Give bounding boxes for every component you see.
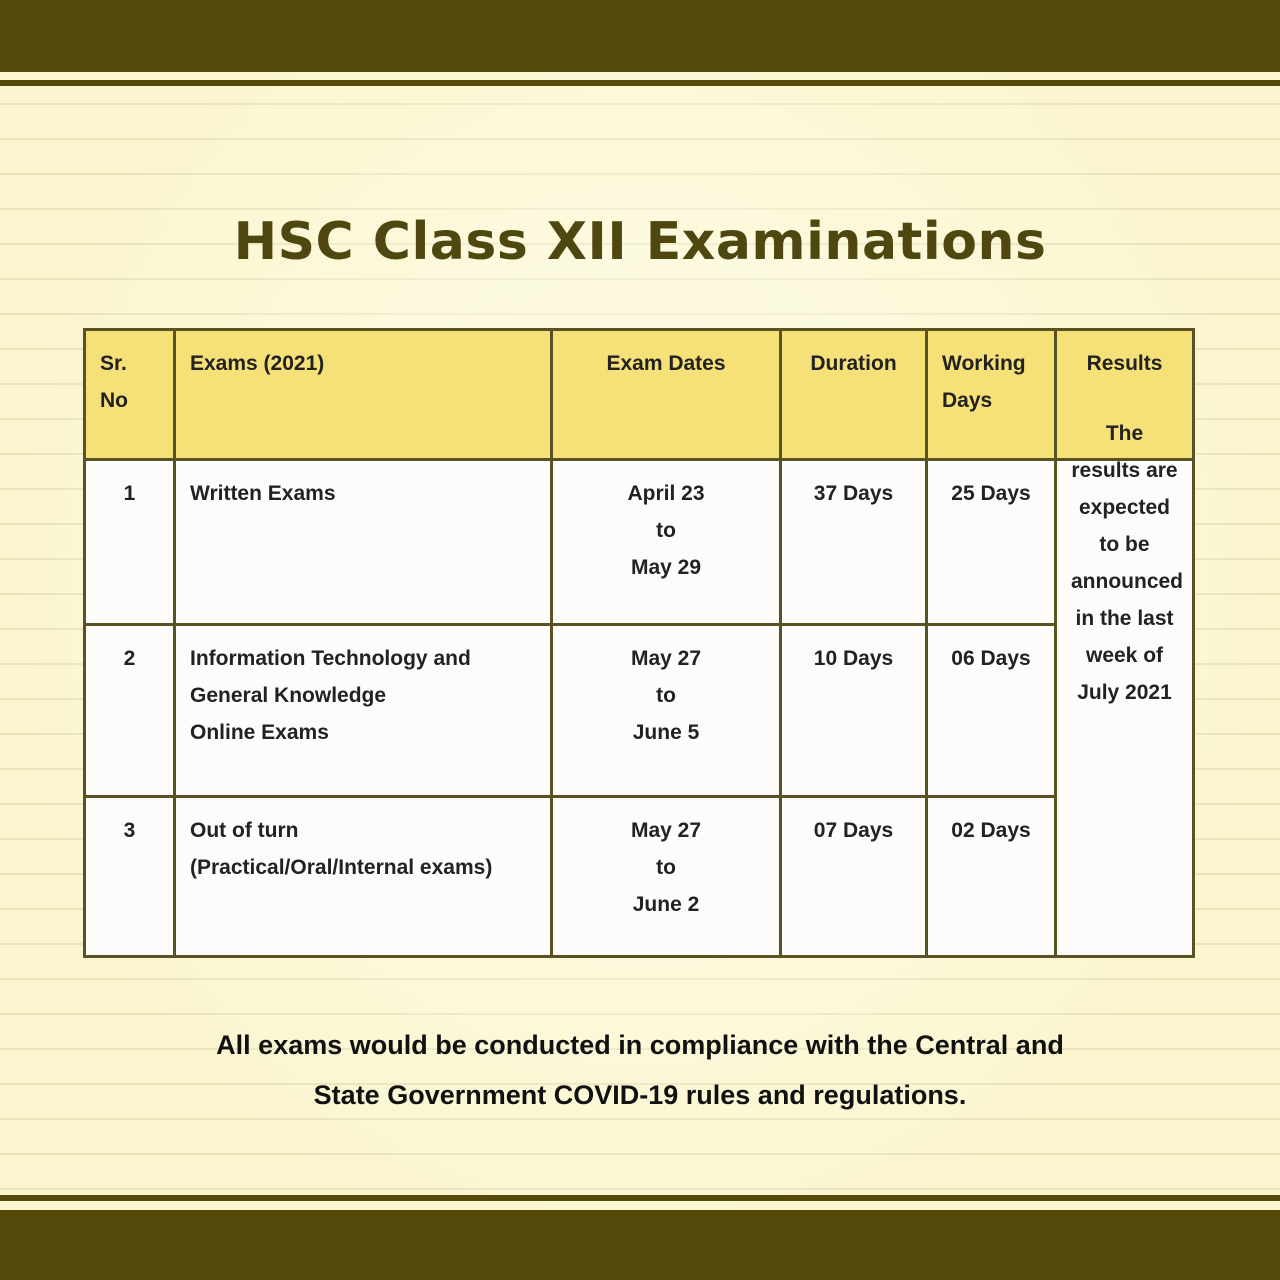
compliance-note bbox=[0, 1020, 1280, 1120]
duration-cell: 10 Days bbox=[781, 625, 927, 797]
results-note: The results are expected to be announced in the last week of July 2021 bbox=[1071, 422, 1184, 704]
table-header-row bbox=[85, 330, 1194, 460]
date-line: May 27 bbox=[630, 819, 702, 842]
duration-cell: 37 Days bbox=[781, 460, 927, 625]
date-line: to bbox=[656, 856, 676, 879]
sr-no-cell: 3 bbox=[85, 797, 175, 957]
date-line: May 29 bbox=[630, 556, 702, 579]
compliance-note-line: All exams would be conducted in compliance with the Central and bbox=[216, 1030, 1064, 1060]
bottom-rule bbox=[0, 1195, 1280, 1201]
date-line: to bbox=[656, 519, 676, 542]
date-line: April 23 bbox=[627, 482, 705, 505]
header-working-days: Working Days bbox=[927, 330, 1056, 460]
exam-name-line: (Practical/Oral/Internal exams) bbox=[190, 856, 493, 879]
table-row bbox=[85, 797, 1194, 957]
bottom-band bbox=[0, 1210, 1280, 1280]
exam-name-line: General Knowledge bbox=[190, 684, 387, 707]
exam-dates-cell bbox=[552, 460, 781, 625]
exam-schedule-table bbox=[83, 328, 1195, 958]
exam-name-line: Out of turn bbox=[190, 819, 299, 842]
header-exam-dates: Exam Dates bbox=[552, 330, 781, 460]
date-line: June 5 bbox=[632, 721, 700, 744]
date-line: May 27 bbox=[630, 647, 702, 670]
exam-name-line: Written Exams bbox=[190, 482, 336, 505]
table-row bbox=[85, 460, 1194, 625]
exam-name-line: Online Exams bbox=[190, 721, 329, 744]
header-duration: Duration bbox=[781, 330, 927, 460]
top-band bbox=[0, 0, 1280, 72]
date-line: to bbox=[656, 684, 676, 707]
sr-no-cell: 1 bbox=[85, 460, 175, 625]
header-results: Results bbox=[1056, 330, 1194, 460]
duration-cell: 07 Days bbox=[781, 797, 927, 957]
exam-name-cell bbox=[175, 797, 552, 957]
working-days-cell: 06 Days bbox=[927, 625, 1056, 797]
working-days-cell: 02 Days bbox=[927, 797, 1056, 957]
date-line: June 2 bbox=[632, 893, 700, 916]
sr-no-cell: 2 bbox=[85, 625, 175, 797]
compliance-note-line: State Government COVID-19 rules and regulations. bbox=[313, 1080, 967, 1110]
header-sr-no: Sr. No bbox=[85, 330, 175, 460]
top-rule bbox=[0, 80, 1280, 86]
exam-name-cell bbox=[175, 625, 552, 797]
exam-dates-cell bbox=[552, 625, 781, 797]
table-row bbox=[85, 625, 1194, 797]
page-title: HSC Class XII Examinations bbox=[233, 212, 1047, 272]
working-days-cell: 25 Days bbox=[927, 460, 1056, 625]
exam-name-line: Information Technology and bbox=[190, 647, 471, 670]
header-exams: Exams (2021) bbox=[175, 330, 552, 460]
results-cell bbox=[1056, 422, 1194, 957]
exam-dates-cell bbox=[552, 797, 781, 957]
exam-name-cell bbox=[175, 460, 552, 625]
